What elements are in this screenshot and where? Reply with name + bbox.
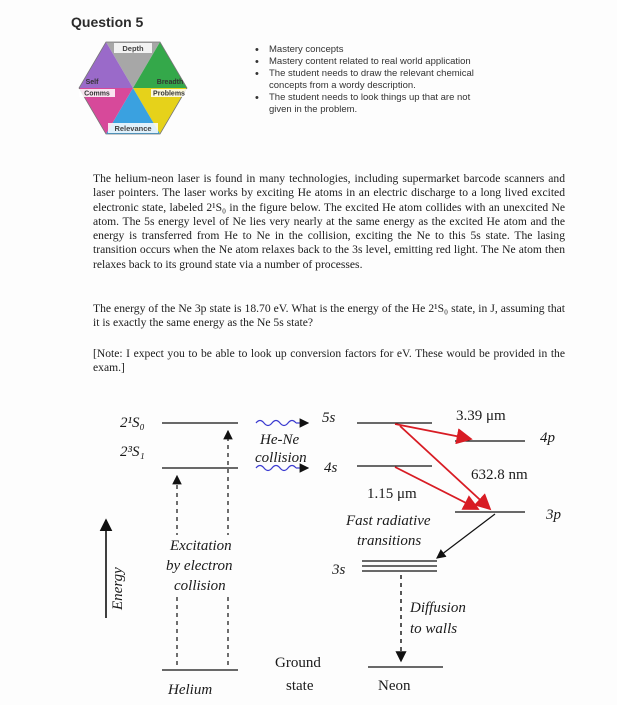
ne-4s-label: 4s [324, 460, 338, 476]
skills-hexagon [78, 40, 188, 141]
wavelength-339-label: 3.39 μm [456, 408, 506, 424]
diffusion-label-line2: to walls [410, 621, 458, 637]
ne-3s-label: 3s [332, 562, 346, 578]
problem-note: [Note: I expect you to be able to look up conversion factors for eV. These would be provided in the exam.] [93, 347, 565, 375]
wavelength-115-label: 1.15 μm [367, 486, 417, 502]
helium-label: Helium [168, 682, 213, 698]
hex-label-problems: Problems [153, 90, 185, 98]
wavelength-6328-label: 632.8 nm [471, 467, 528, 483]
ground-state-label-line2: state [286, 678, 314, 694]
bullet-item-continued: given in the problem. [269, 104, 358, 115]
bullet-item-continued: concepts from a wordy description. [269, 80, 416, 91]
neon-label: Neon [378, 678, 411, 694]
hex-label-relevance: Relevance [114, 124, 152, 133]
ne-3p-label: 3p [546, 507, 561, 523]
fast-radiative-arrow [437, 514, 495, 558]
collision-wave-lower [256, 466, 296, 471]
he-lower-state-label: 2³S₁ [120, 444, 145, 460]
hex-label-self: Self [85, 79, 99, 86]
fast-radiative-label-line2: transitions [357, 533, 422, 549]
energy-level-diagram [0, 390, 617, 705]
bullet-item: • The student needs to draw the relevant chemical [255, 68, 555, 80]
hex-label-depth: Depth [122, 44, 144, 53]
collision-label-line1: He-Ne [260, 432, 300, 448]
diffusion-label-line1: Diffusion [410, 600, 466, 616]
excitation-label-line2: by electron [166, 558, 233, 574]
ground-state-label-line1: Ground [275, 655, 321, 671]
bullet-list [255, 44, 555, 116]
problem-question: The energy of the Ne 3p state is 18.70 eV. What is the energy of the He 2¹S₀ state, in J, assuming that it is exactly the same energy as the Ne 5s state? [93, 302, 565, 330]
question-title: Question 5 [71, 14, 144, 30]
excitation-label-line3: collision [174, 578, 226, 594]
bullet-item: • Mastery content related to real world application [255, 56, 555, 68]
collision-label-line2: collision [255, 450, 307, 466]
ne-4p-label: 4p [540, 430, 555, 446]
problem-description: The helium-neon laser is found in many technologies, including supermarket barcode scanners and laser pointers. The laser works by exciting He atoms in an electric discharge to a long lived excited electronic state, labeled 2¹S₀ in the figure below. The excited He atom collides with an unexcited Ne atom. The 5s energy level of Ne lies very nearly at the same energy as the excited He atom and the energy is transferred from He to Ne in the collision, exciting the Ne to this 5s state. The lasing transition occurs when the Ne atom relaxes back to the 3s level, emitting red light. The Ne atom then relaxes back to its ground state via a number of processes. [93, 172, 565, 271]
excitation-label-line1: Excitation [170, 538, 232, 554]
energy-axis-label: Energy [110, 567, 126, 610]
bullet-item: • Mastery concepts [255, 44, 555, 56]
fast-radiative-label-line1: Fast radiative [346, 513, 431, 529]
he-upper-state-label: 2¹S₀ [120, 415, 145, 431]
hex-label-comms: Comms [84, 90, 110, 98]
collision-wave-upper [256, 421, 296, 426]
hex-label-breadth: Breadth [156, 79, 184, 86]
ne-5s-label: 5s [322, 410, 336, 426]
bullet-item: • The student needs to look things up that are not [255, 92, 555, 104]
